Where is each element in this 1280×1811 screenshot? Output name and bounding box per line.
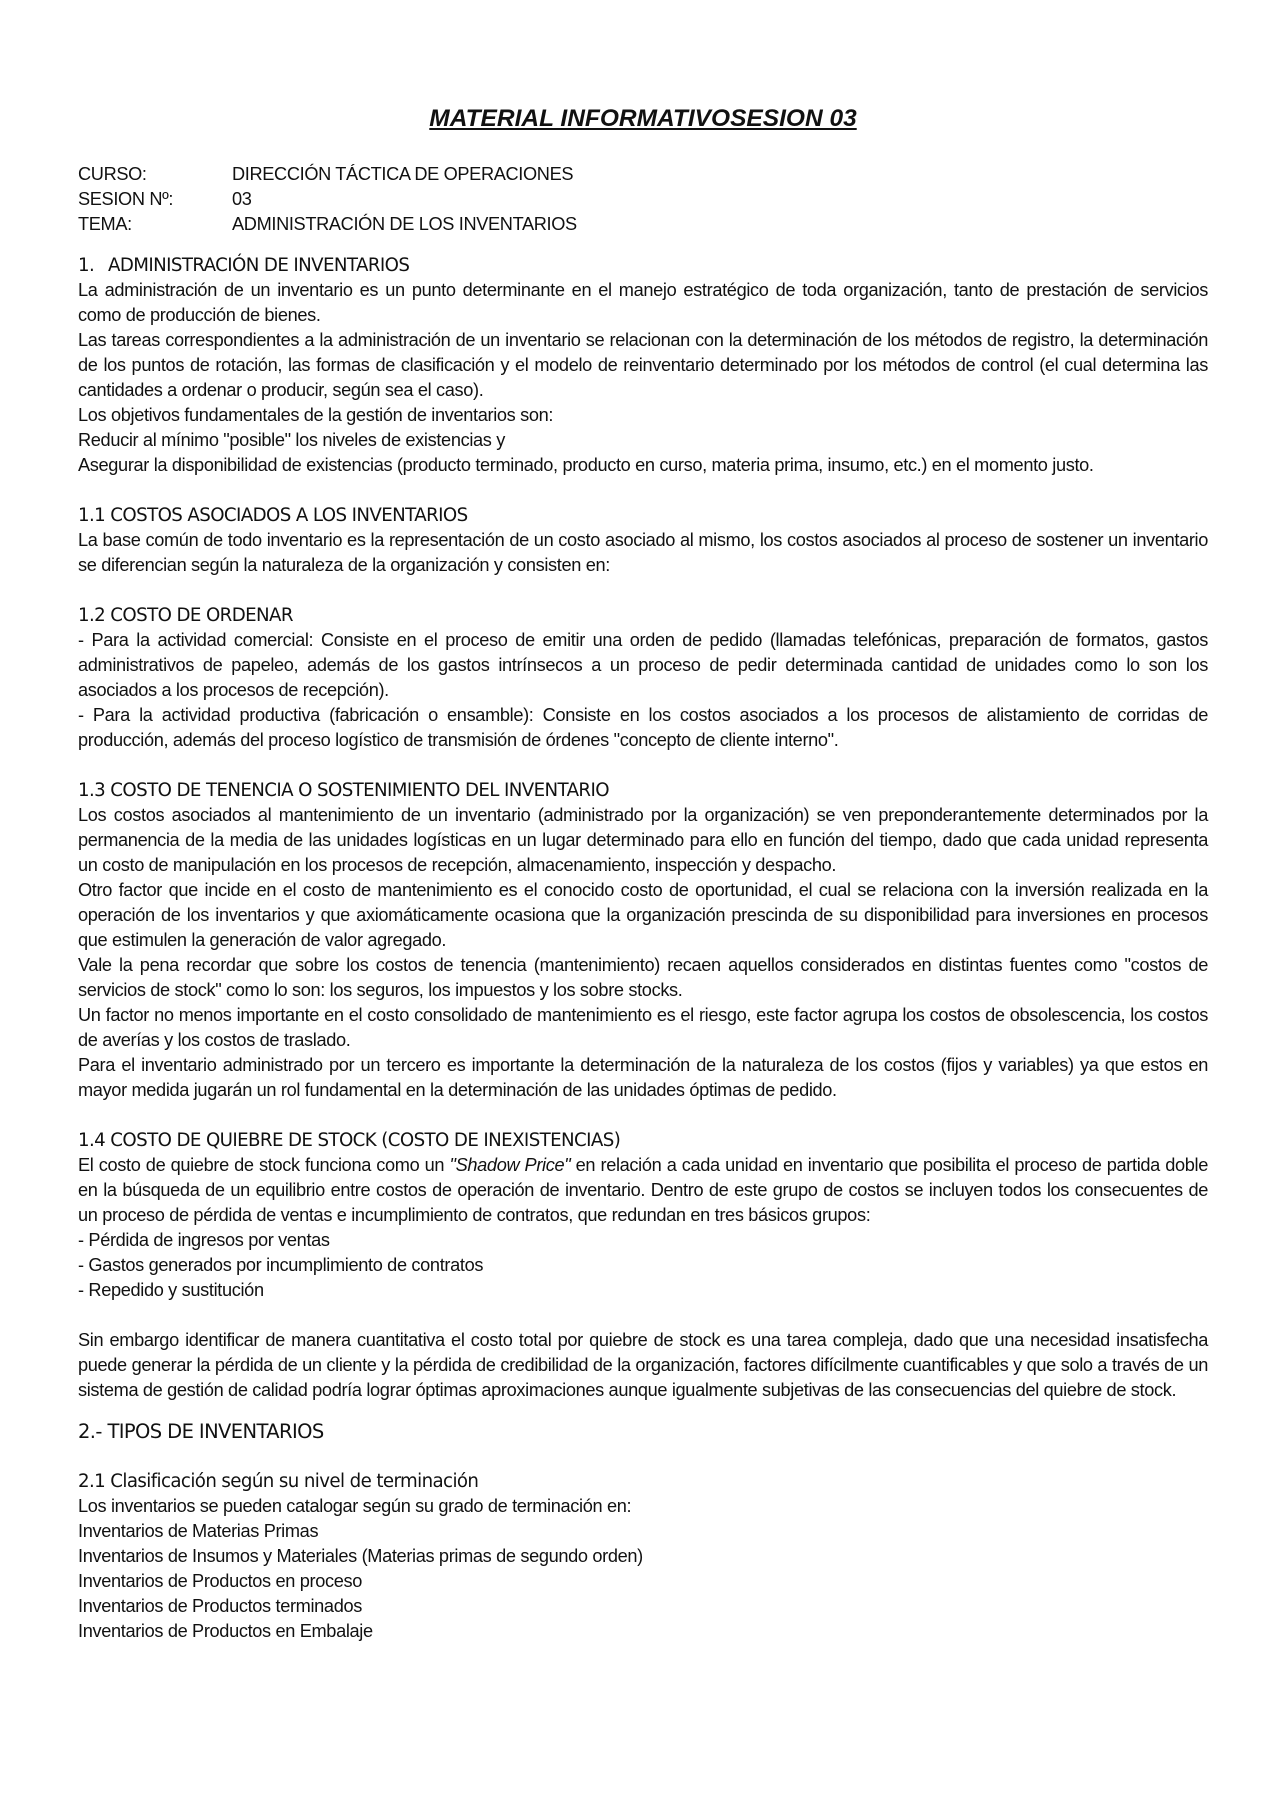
meta-row-tema (78, 212, 1208, 237)
section-2-1-paragraph: Los inventarios se pueden catalogar según su grado de terminación en: (78, 1496, 632, 1516)
curso-label: CURSO: (78, 164, 147, 184)
course-metadata (78, 162, 1208, 237)
list-item: Inventarios de Productos terminados (78, 1596, 362, 1616)
section-1-title: ADMINISTRACIÓN DE INVENTARIOS (108, 255, 410, 276)
section-1-2-paragraph-1: - Para la actividad comercial: Consiste en el proceso de emitir una orden de pedido (llamadas telefónicas, preparación de formatos, gastos administrativos de papeleo, además de los gastos intrínsecos a un proceso de pedir determinada cantidad de unidades como lo son los asociados a los procesos de recepción). (78, 630, 1208, 700)
section-1-3-paragraph-3: Vale la pena recordar que sobre los costos de tenencia (mantenimiento) recaen aquellos considerados en distintas fuentes como "costos de servicios de stock" como lo son: los seguros, los impuestos y los sobre stocks. (78, 955, 1208, 1000)
section-1-3-heading: 1.3 COSTO DE TENENCIA O SOSTENIMIENTO DEL INVENTARIO (78, 780, 609, 801)
list-item: - Repedido y sustitución (78, 1280, 264, 1300)
list-item: Inventarios de Insumos y Materiales (Materias primas de segundo orden) (78, 1546, 643, 1566)
section-1-1-paragraph: La base común de todo inventario es la representación de un costo asociado al mismo, los costos asociados al proceso de sostener un inventario se diferencian según la naturaleza de la organización y consisten en: (78, 530, 1208, 575)
section-2-heading: 2.- TIPOS DE INVENTARIOS (78, 1420, 324, 1443)
section-1-4-heading: 1.4 COSTO DE QUIEBRE DE STOCK (COSTO DE INEXISTENCIAS) (78, 1130, 621, 1151)
section-1-3-paragraph-4: Un factor no menos importante en el costo consolidado de mantenimiento es el riesgo, este factor agrupa los costos de obsolescencia, los costos de averías y los costos de traslado. (78, 1005, 1208, 1050)
section-1-number: 1. (78, 255, 95, 276)
section-1-1-heading: 1.1 COSTOS ASOCIADOS A LOS INVENTARIOS (78, 505, 468, 526)
section-1-paragraph-3: Los objetivos fundamentales de la gestión de inventarios son: (78, 405, 554, 425)
sesion-value: 03 (232, 189, 252, 209)
section-1-paragraph-2: Las tareas correspondientes a la administración de un inventario se relacionan con la determinación de los métodos de registro, la determinación de los puntos de rotación, las formas de clasificación y el modelo de reinventario determinado por los métodos de control (el cual determina las cantidades a ordenar o producir, según sea el caso). (78, 330, 1208, 400)
section-1-3-paragraph-5: Para el inventario administrado por un tercero es importante la determinación de la naturaleza de los costos (fijos y variables) ya que estos en mayor medida jugarán un rol fundamental en la determinación de las unidades óptimas de pedido. (78, 1055, 1208, 1100)
inventory-types-list (78, 1519, 1208, 1644)
section-1-paragraph-5: Asegurar la disponibilidad de existencias (producto terminado, producto en curso, materia prima, insumo, etc.) en el momento justo. (78, 455, 1094, 475)
shadow-price-intro: El costo de quiebre de stock funciona como un (78, 1155, 450, 1175)
section-1-2-heading: 1.2 COSTO DE ORDENAR (78, 605, 293, 626)
tema-label: TEMA: (78, 214, 132, 234)
list-item: Inventarios de Productos en Embalaje (78, 1621, 373, 1641)
section-1-3-paragraph-1: Los costos asociados al mantenimiento de un inventario (administrado por la organización) se ven preponderantemente determinados por la permanencia de la media de las unidades logísticas en un lugar determinado para ello en función del tiempo, dado que cada unidad representa un costo de manipulación en los procesos de recepción, almacenamiento, inspección y despacho. (78, 805, 1208, 875)
list-item: - Gastos generados por incumplimiento de contratos (78, 1255, 484, 1275)
document-page (78, 104, 1208, 1644)
curso-value: DIRECCIÓN TÁCTICA DE OPERACIONES (232, 164, 574, 184)
meta-row-sesion (78, 187, 1208, 212)
cost-groups-list (78, 1228, 1208, 1303)
shadow-price-term: "Shadow Price" (449, 1155, 571, 1175)
section-1-3-paragraph-2: Otro factor que incide en el costo de mantenimiento es el conocido costo de oportunidad, el cual se relaciona con la inversión realizada en la operación de los inventarios y que axiomáticamente ocasiona que la organización prescinda de su disponibilidad para inversiones en procesos que estimulen la generación de valor agregado. (78, 880, 1208, 950)
list-item: - Pérdida de ingresos por ventas (78, 1230, 330, 1250)
list-item: Inventarios de Materias Primas (78, 1521, 319, 1541)
section-1-paragraph-4: Reducir al mínimo "posible" los niveles de existencias y (78, 430, 505, 450)
list-item: Inventarios de Productos en proceso (78, 1571, 362, 1591)
section-1-heading (78, 253, 1208, 278)
section-1-4-paragraph-1 (78, 1153, 1208, 1228)
tema-value: ADMINISTRACIÓN DE LOS INVENTARIOS (232, 214, 577, 234)
section-1-2-paragraph-2: - Para la actividad productiva (fabricación o ensamble): Consiste en los costos asociados a los procesos de alistamiento de corridas de producción, además del proceso logístico de transmisión de órdenes "concepto de cliente interno". (78, 705, 1208, 750)
meta-row-curso (78, 162, 1208, 187)
shadow-price-rest: en relación a cada unidad en inventario que posibilita el proceso de partida doble en la búsqueda de un equilibrio entre costos de operación de inventario. Dentro de este grupo de costos se incluyen todos los consecuentes de un proceso de pérdida de ventas e incumplimiento de contratos, que redundan en tres básicos grupos: (78, 1155, 1208, 1225)
section-2-1-heading: 2.1 Clasificación según su nivel de terminación (78, 1471, 479, 1492)
section-1-paragraph-1: La administración de un inventario es un punto determinante en el manejo estratégico de toda organización, tanto de prestación de servicios como de producción de bienes. (78, 280, 1208, 325)
sesion-label: SESION Nº: (78, 189, 174, 209)
section-1-4-paragraph-2: Sin embargo identificar de manera cuantitativa el costo total por quiebre de stock es una tarea compleja, dado que una necesidad insatisfecha puede generar la pérdida de un cliente y la pérdida de credibilidad de la organización, factores difícilmente cuantificables y que solo a través de un sistema de gestión de calidad podría lograr óptimas aproximaciones aunque igualmente subjetivas de las consecuencias del quiebre de stock. (78, 1330, 1208, 1400)
document-title: MATERIAL INFORMATIVOSESION 03 (429, 105, 857, 132)
